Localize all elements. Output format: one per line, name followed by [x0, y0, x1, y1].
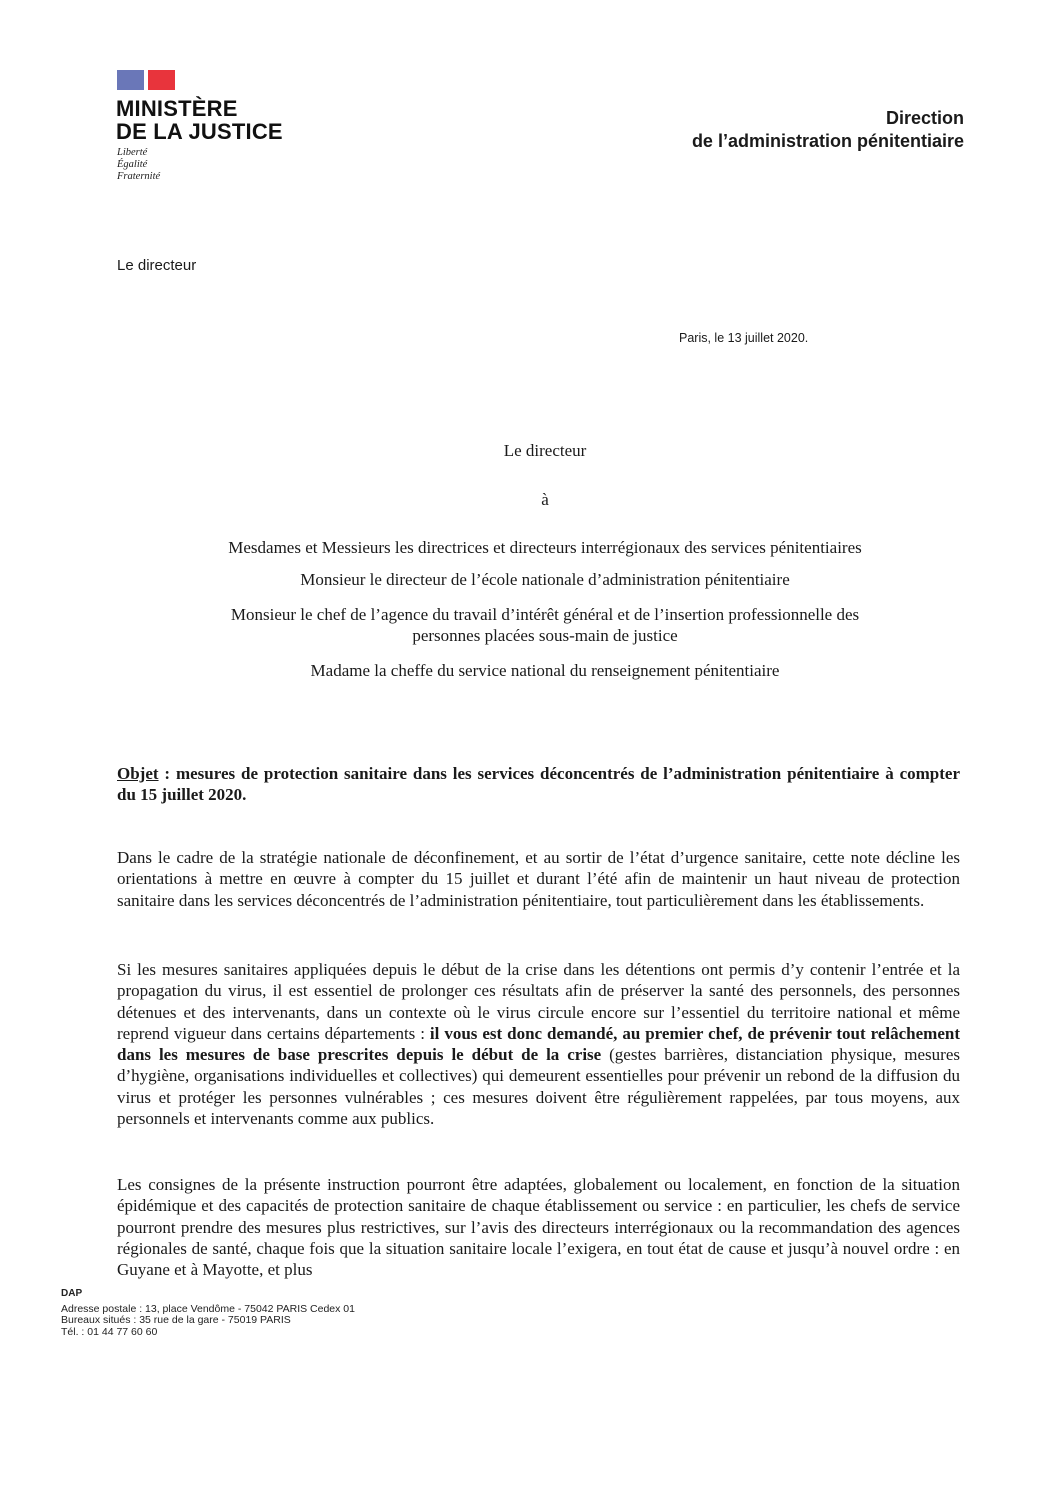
footer-tel: Tél. : 01 44 77 60 60	[61, 1325, 158, 1338]
ministry-name	[116, 97, 283, 143]
footer-offices: Bureaux situés : 35 rue de la gare - 75019 PARIS	[61, 1314, 291, 1326]
footer	[61, 1288, 355, 1338]
date: Paris, le 13 juillet 2020.	[679, 331, 809, 345]
subject-text: : mesures de protection sanitaire dans les services déconcentrés de l’administration pénitentiaire à compter du 15 juillet 2020.	[117, 764, 960, 804]
direction-line-1: Direction	[885, 108, 964, 128]
motto-egalite: Égalité	[117, 159, 148, 170]
motto-liberte: Liberté	[117, 147, 148, 158]
subject	[117, 763, 960, 805]
addressee-line: Madame la cheffe du service national du renseignement pénitentiaire	[310, 661, 780, 680]
paragraph-3: Les consignes de la présente instruction pourront être adaptées, globalement ou localement, en fonction de la situation épidémique et des capacités de protection sanitaire de chaque établissement ou service : en particulier, les chefs de service pourront prendre des mesures plus restrictives, sur l’avis des directeurs interrégionaux ou la recommandation des agences régionales de santé, chaque fois que la situation sanitaire locale l’exigera, en tout état de cause et jusqu’à nouvel ordre : en Guyane et à Mayotte, et plus	[117, 1175, 960, 1280]
addressee-to: à	[541, 490, 549, 509]
direction-line-2: de l’administration pénitentiaire	[691, 131, 964, 151]
addressee-line: Mesdames et Messieurs les directrices et directeurs interrégionaux des services pénitentiaires	[228, 538, 862, 557]
paragraph-2-end: (gestes barrières, distanciation physique, mesures d’hygiène, organisations individuelles et collectives) qui demeurent essentielles pour prévenir un rebond de la diffusion du virus et protéger les personnes vulnérables ; ces mesures doivent être régulièrement rappelées, par tous moyens, aux personnels et intervenants comme aux publics.	[117, 1045, 960, 1129]
paragraph-2	[117, 959, 960, 1129]
addressee-line: Monsieur le chef de l’agence du travail d’intérêt général et de l’insertion professionnelle des	[230, 605, 860, 624]
footer-dap: DAP	[61, 1288, 83, 1299]
subject-label: Objet	[117, 764, 159, 783]
addressee-line: Monsieur le directeur de l’école nationale d’administration pénitentiaire	[300, 570, 790, 589]
republique-francaise-flag-logo	[117, 70, 175, 90]
ministry-line-2: DE LA JUSTICE	[116, 119, 283, 144]
addressee-from: Le directeur	[503, 441, 587, 460]
footer-address: Adresse postale : 13, place Vendôme - 75042 PARIS Cedex 01	[61, 1302, 355, 1315]
sender: Le directeur	[117, 257, 197, 274]
paragraph-2-emphasis: il vous est donc demandé, au premier chef, de prévenir tout relâchement dans les mesures de base prescrites depuis le début de la crise	[117, 1023, 961, 1065]
addressee-line: personnes placées sous-main de justice	[412, 626, 678, 645]
motto	[117, 147, 160, 183]
paragraph-1: Dans le cadre de la stratégie nationale de déconfinement, et au sortir de l’état d’urgence sanitaire, cette note décline les orientations à mettre en œuvre à compter du 15 juillet et durant l’été afin de maintenir un haut niveau de protection sanitaire dans les services déconcentrés de l’administration pénitentiaire, tout particulièrement dans les établissements.	[117, 848, 960, 910]
direction-header	[692, 107, 964, 153]
motto-fraternite: Fraternité	[117, 171, 161, 182]
paragraph-2-start: Si les mesures sanitaires appliquées depuis le début de la crise dans les détentions ont permis d’y contenir l’entrée et la propagation du virus, il est essentiel de prolonger ces résultats afin de préserver la santé des personnels, des personnes détenues et des intervenants, dans un contexte où le virus circule encore sur l’essentiel du territoire national et même reprend vigueur dans certains départements :	[117, 960, 960, 1043]
ministry-line-1: MINISTÈRE	[116, 96, 238, 121]
